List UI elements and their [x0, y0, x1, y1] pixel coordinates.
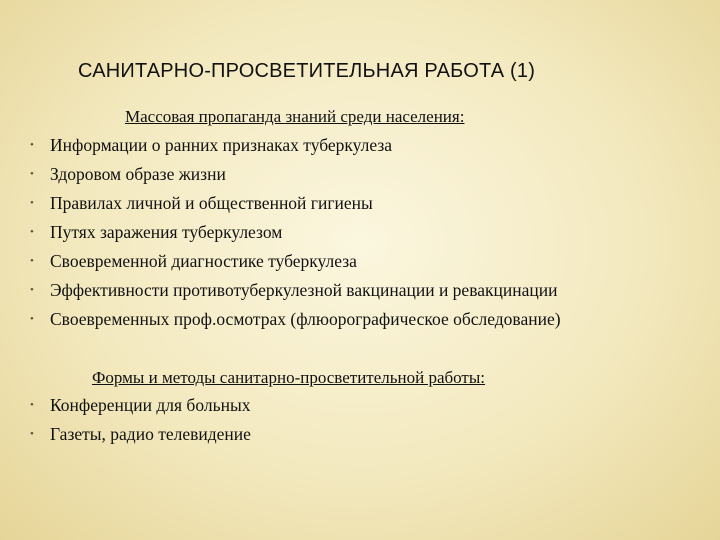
list-item	[0, 247, 561, 276]
slide-title: САНИТАРНО-ПРОСВЕТИТЕЛЬНАЯ РАБОТА (1)	[78, 60, 536, 82]
section-heading-propaganda: Массовая пропаганда знаний среди населения:	[125, 107, 465, 126]
list-item-text: Правилах личной и общественной гигиены	[50, 193, 373, 213]
list-item	[0, 189, 561, 218]
bullet-icon: •	[30, 399, 34, 411]
list-item-text: Здоровом образе жизни	[50, 164, 226, 184]
forms-methods-list	[0, 391, 251, 449]
bullet-icon: •	[30, 197, 34, 209]
propaganda-topics-list	[0, 131, 561, 334]
list-item-text: Газеты, радио телевидение	[50, 424, 251, 444]
list-item	[0, 276, 561, 305]
bullet-icon: •	[30, 428, 34, 440]
bullet-icon: •	[30, 313, 34, 325]
bullet-icon: •	[30, 168, 34, 180]
list-item-text: Своевременных проф.осмотрах (флюорографическое обследование)	[50, 309, 561, 329]
list-item-text: Информации о ранних признаках туберкулеза	[50, 135, 393, 155]
list-item	[0, 305, 561, 334]
list-item	[0, 131, 561, 160]
list-item-text: Конференции для больных	[50, 395, 251, 415]
bullet-icon: •	[30, 226, 34, 238]
list-item-text: Путях заражения туберкулезом	[50, 222, 283, 242]
list-item-text: Эффективности противотуберкулезной вакцинации и ревакцинации	[50, 280, 558, 300]
list-item	[0, 420, 251, 449]
list-item	[0, 218, 561, 247]
list-item-text: Своевременной диагностике туберкулеза	[50, 251, 357, 271]
section-heading-forms-methods: Формы и методы санитарно-просветительной работы:	[92, 368, 485, 387]
bullet-icon: •	[30, 284, 34, 296]
bullet-icon: •	[30, 139, 34, 151]
bullet-icon: •	[30, 255, 34, 267]
list-item	[0, 391, 251, 420]
list-item	[0, 160, 561, 189]
